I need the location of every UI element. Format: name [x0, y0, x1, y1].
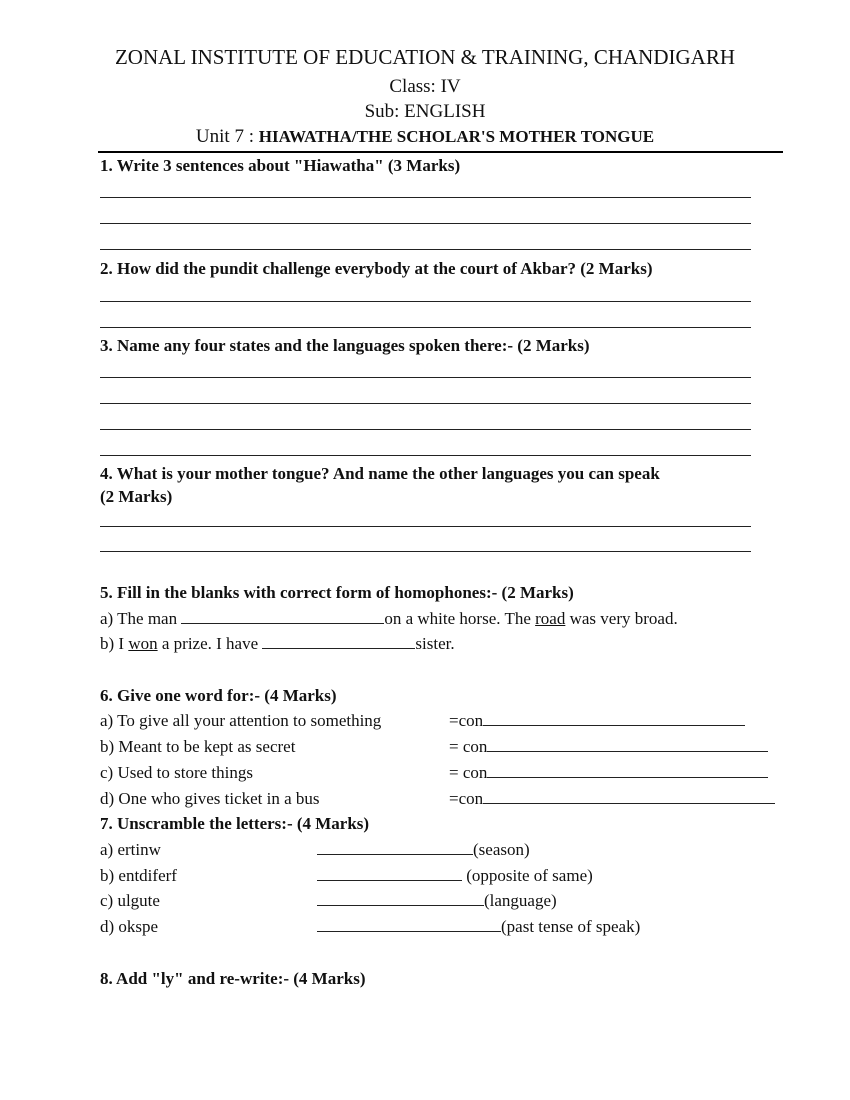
q5b-underlined-word: won: [128, 634, 158, 653]
q6-clue-c: c) Used to store things: [100, 763, 253, 782]
q6-blank[interactable]: [483, 711, 745, 726]
answer-line[interactable]: [100, 429, 751, 431]
q5-item-a: [100, 609, 678, 629]
q6-clue-b: b) Meant to be kept as secret: [100, 737, 296, 756]
question-4-marks: (2 Marks): [100, 487, 173, 506]
unit-title: HIAWATHA/THE SCHOLAR'S MOTHER TONGUE: [258, 127, 655, 146]
question-5: 5. Fill in the blanks with correct form of homophones:- (2 Marks): [100, 583, 574, 602]
q7-hint: (season): [473, 840, 530, 859]
q5a-suffix-2: was very broad.: [565, 609, 678, 628]
q6-answer-b: [449, 737, 768, 757]
q6-clue-a: a) To give all your attention to something: [100, 711, 382, 730]
q5a-suffix-1: on a white horse. The: [384, 609, 536, 628]
question-3: 3. Name any four states and the languages spoken there:- (2 Marks): [100, 336, 590, 355]
answer-line[interactable]: [100, 301, 751, 303]
answer-line[interactable]: [100, 403, 751, 405]
question-8: 8. Add "ly" and re-write:- (4 Marks): [100, 969, 366, 988]
q7-answer-c: [317, 891, 557, 911]
subject-label: Sub: ENGLISH: [364, 101, 486, 122]
question-4: 4. What is your mother tongue? And name the other languages you can speak: [100, 464, 660, 483]
q6-blank[interactable]: [483, 789, 775, 804]
q7-blank[interactable]: [317, 866, 462, 881]
q6-answer-d: [449, 789, 775, 809]
answer-line[interactable]: [100, 197, 751, 199]
question-1: 1. Write 3 sentences about "Hiawatha" (3 Marks): [100, 156, 461, 175]
q6-blank[interactable]: [487, 737, 768, 752]
unit-label: Unit 7 :: [195, 126, 259, 147]
q7-scrambled-d: d) okspe: [100, 917, 159, 936]
answer-line[interactable]: [100, 526, 751, 528]
q5b-prefix: b) I: [100, 634, 129, 653]
question-7: 7. Unscramble the letters:- (4 Marks): [100, 814, 370, 833]
q7-hint: (language): [484, 891, 557, 910]
q7-blank[interactable]: [317, 840, 473, 855]
answer-line[interactable]: [100, 327, 751, 329]
q5a-prefix: a) The man: [100, 609, 182, 628]
q7-scrambled-b: b) entdiferf: [100, 866, 177, 885]
q5b-middle: a prize. I have: [157, 634, 263, 653]
q7-scrambled-a: a) ertinw: [100, 840, 161, 859]
q6-answer-a: [449, 711, 745, 731]
answer-line[interactable]: [100, 455, 751, 457]
header-divider: [98, 151, 783, 153]
answer-line[interactable]: [100, 377, 751, 379]
q7-blank[interactable]: [317, 917, 501, 932]
q6-answer-c: [449, 763, 768, 783]
q5a-blank[interactable]: [181, 609, 384, 624]
q7-hint: (opposite of same): [462, 866, 593, 885]
q6-prefix: = con: [449, 763, 488, 782]
q7-answer-b: [317, 866, 593, 886]
q5b-blank[interactable]: [262, 634, 415, 649]
q6-prefix: =con: [449, 711, 484, 730]
q7-answer-d: [317, 917, 640, 937]
q6-clue-d: d) One who gives ticket in a bus: [100, 789, 320, 808]
q6-blank[interactable]: [487, 763, 768, 778]
q5b-suffix: sister.: [415, 634, 455, 653]
q7-answer-a: [317, 840, 530, 860]
q6-prefix: = con: [449, 737, 488, 756]
q6-prefix: =con: [449, 789, 484, 808]
question-2: 2. How did the pundit challenge everybody at the court of Akbar? (2 Marks): [100, 259, 653, 278]
q7-hint: (past tense of speak): [501, 917, 641, 936]
answer-line[interactable]: [100, 551, 751, 553]
q5-item-b: [100, 634, 455, 654]
q5a-underlined-word: road: [535, 609, 566, 628]
q7-scrambled-c: c) ulgute: [100, 891, 160, 910]
question-6: 6. Give one word for:- (4 Marks): [100, 686, 337, 705]
answer-line[interactable]: [100, 249, 751, 251]
answer-line[interactable]: [100, 223, 751, 225]
institute-title: ZONAL INSTITUTE OF EDUCATION & TRAINING, CHANDIGARH: [114, 45, 736, 69]
unit-heading: [0, 126, 850, 148]
class-label: Class: IV: [389, 76, 461, 97]
q7-blank[interactable]: [317, 891, 484, 906]
